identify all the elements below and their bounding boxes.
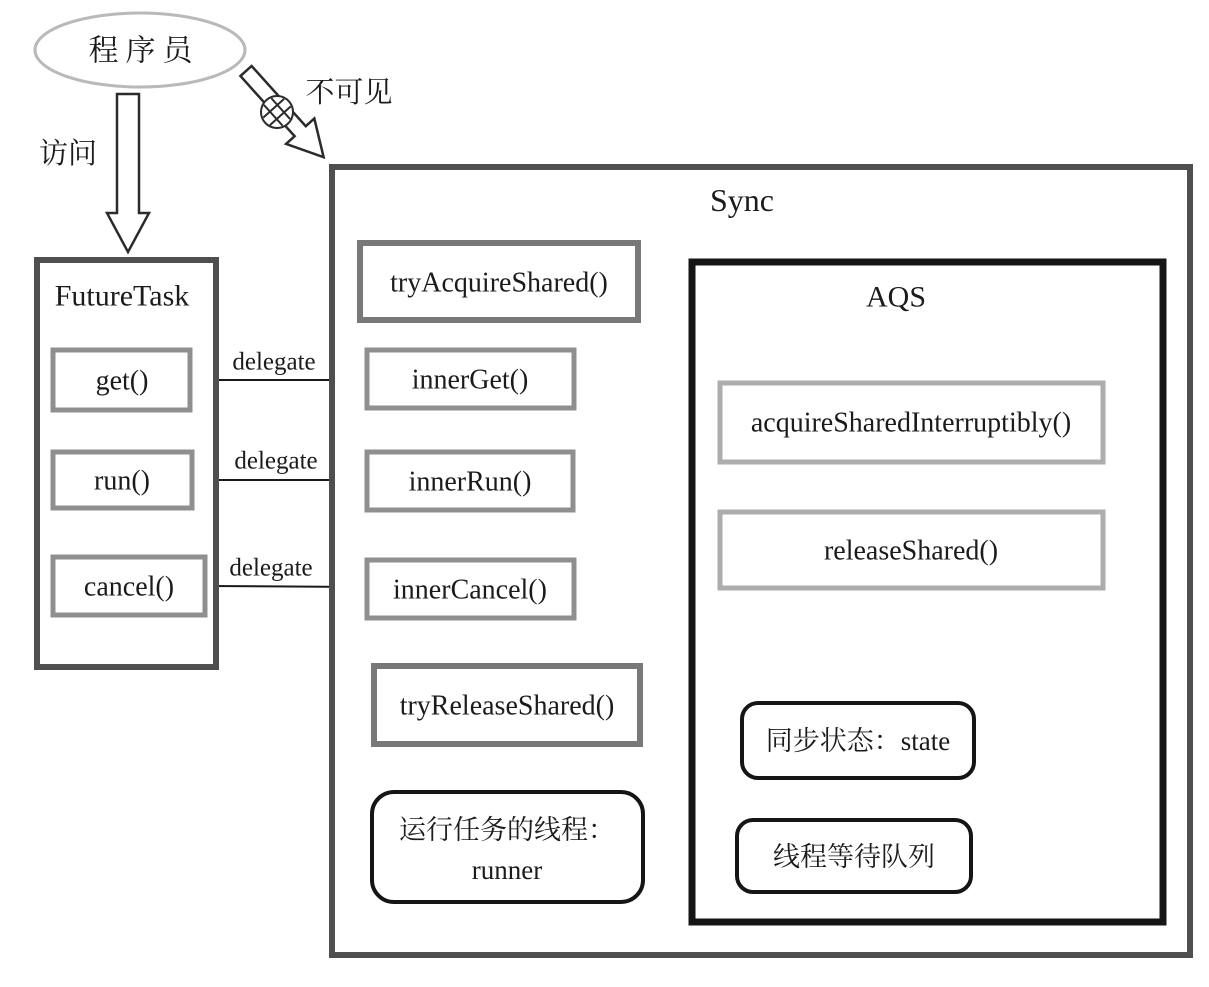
delegate-label-run: delegate [234,447,318,475]
acquiresharedinterruptibly-label: acquireSharedInterruptibly() [750,407,1072,439]
sync-title: Sync [710,182,774,218]
delegate-label-cancel: delegate [229,554,313,582]
runner-label-line2: runner [471,855,543,885]
innerrun-label: innerRun() [408,466,532,498]
aqs-title: AQS [865,280,927,314]
cancel-label: cancel() [83,571,175,603]
invisible-label: 不可见 [305,77,393,109]
sync-state-label: 同步状态：state [765,726,951,756]
runner-label-line1: 运行任务的线程： [399,815,615,845]
delegate-label-get: delegate [232,348,316,376]
get-label: get() [95,365,149,397]
innercancel-label: innerCancel() [393,574,547,606]
delegate-labels [229,349,317,582]
tryreleaseshared-label: tryReleaseShared() [399,690,615,722]
visit-arrow [107,94,149,252]
wait-queue-label: 线程等待队列 [773,842,935,872]
run-label: run() [94,465,150,497]
innerget-label: innerGet() [411,364,529,396]
futuretask-class [37,260,216,667]
tryacquireshared-label: tryAcquireShared() [390,267,608,299]
programmer-label: 程序员 [88,34,200,68]
runner-box [372,792,643,902]
visit-label: 访问 [38,138,98,170]
releaseshared-label: releaseShared() [823,535,999,567]
futuretask-title: FutureTask [54,279,190,313]
aqs-class [692,262,1163,922]
